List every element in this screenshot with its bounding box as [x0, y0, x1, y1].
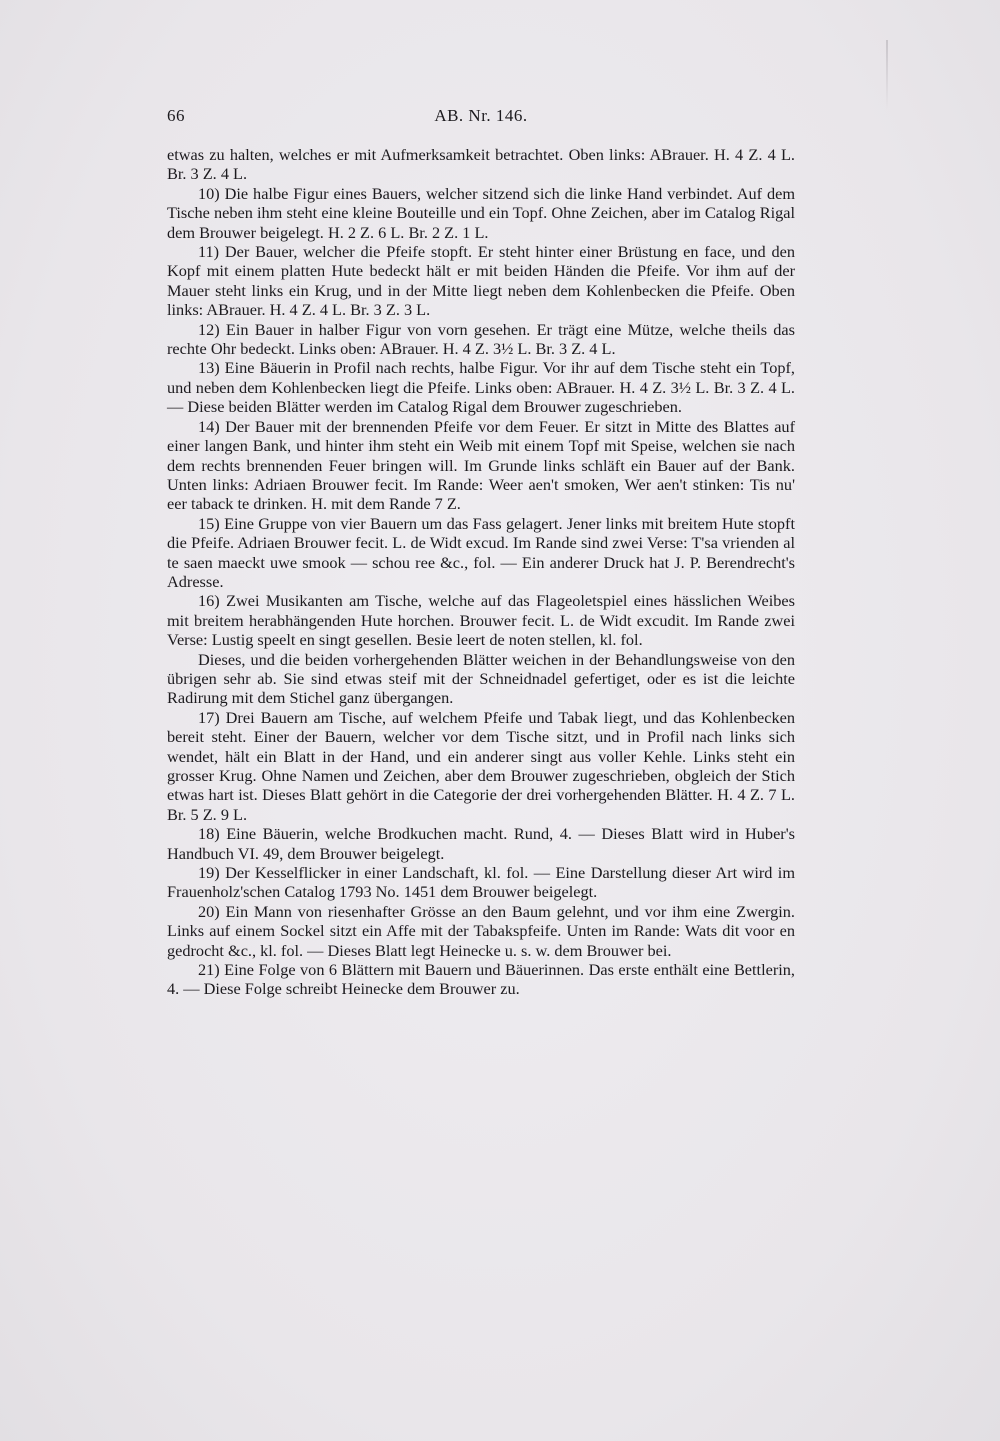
catalog-entry-13: 13) Eine Bäuerin in Profil nach rechts, halbe Figur. Vor ihr auf dem Tische steht ein Topf, und neben dem Kohlenbecken liegt die Pfeife. Links oben: ABrauer. H. 4 Z. 3½ L. Br. 3 Z. 4 L. — Diese beiden Blätter werden im Catalog Rigal dem Brouwer zugeschrieben.: [167, 358, 795, 417]
catalog-entry-12: 12) Ein Bauer in halber Figur von vorn gesehen. Er trägt eine Mütze, welche theils das rechte Ohr bedeckt. Links oben: ABrauer. H. 4 Z. 3½ L. Br. 3 Z. 4 L.: [167, 319, 795, 359]
catalog-entry-21: 21) Eine Folge von 6 Blättern mit Bauern und Bäuerinnen. Das erste enthält eine Bettlerin, 4. — Diese Folge schreibt Heinecke dem Brouwer zu.: [167, 960, 795, 999]
catalog-entry-10: 10) Die halbe Figur eines Bauers, welcher sitzend sich die linke Hand verbindet. Auf dem Tische neben ihm steht eine kleine Bouteille und ein Topf. Ohne Zeichen, aber im Catalog Rigal dem Brouwer beigelegt. H. 2 Z. 6 L. Br. 2 Z. 1 L.: [167, 183, 795, 242]
catalog-entry-19: 19) Der Kesselflicker in einer Landschaft, kl. fol. — Eine Darstellung dieser Art wird im Frauenholz'schen Catalog 1793 No. 1451 dem Brouwer beigelegt.: [167, 863, 795, 902]
commentary-paragraph: Dieses, und die beiden vorhergehenden Blätter weichen in der Behandlungsweise von den übrigen sehr ab. Sie sind etwas steif mit der Schneidnadel gefertiget, oder es ist die leichte Radirung mit dem Stichel ganz übergangen.: [167, 649, 795, 708]
catalog-entry-17: 17) Drei Bauern am Tische, auf welchem Pfeife und Tabak liegt, und das Kohlenbecken bereit steht. Einer der Bauern, welcher vor dem Tische sitzt, und in Profil nach links sich wendet, hält ein Blatt in der Hand, und ein anderer singt aus voller Kehle. Links steht ein grosser Krug. Ohne Namen und Zeichen, aber dem Brouwer zugeschrieben, obgleich der Stich etwas hart ist. Dieses Blatt gehört in die Categorie der drei vorhergehenden Blätter. H. 4 Z. 7 L. Br. 5 Z. 9 L.: [167, 707, 795, 824]
catalog-entry-11: 11) Der Bauer, welcher die Pfeife stopft. Er steht hinter einer Brüstung en face, und den Kopf mit einem platten Hute bedeckt hält er mit beiden Händen die Pfeife. Vor ihm auf der Mauer steht links ein Krug, und in der Mitte liegt neben dem Kohlenbecken die Pfeife. Oben links: ABrauer. H. 4 Z. 4 L. Br. 3 Z. 3 L.: [167, 242, 795, 320]
paragraph-continued: etwas zu halten, welches er mit Aufmerksamkeit betrachtet. Oben links: ABrauer. H. 4 Z. 4 L. Br. 3 Z. 4 L.: [167, 145, 795, 184]
catalog-entry-18: 18) Eine Bäuerin, welche Brodkuchen macht. Rund, 4. — Dieses Blatt wird in Huber's Handbuch VI. 49, dem Brouwer beigelegt.: [167, 824, 795, 863]
catalog-entry-15: 15) Eine Gruppe von vier Bauern um das Fass gelagert. Jener links mit breitem Hute stopft die Pfeife. Adriaen Brouwer fecit. L. de Widt excud. Im Rande sind zwei Verse: T'sa vrienden al te saen maeckt uwe smook — schou ree &c., fol. — Ein anderer Druck hat J. P. Berendrecht's Adresse.: [167, 513, 795, 591]
catalog-entry-14: 14) Der Bauer mit der brennenden Pfeife vor dem Feuer. Er sitzt in Mitte des Blattes auf einer langen Bank, und hinter ihm steht ein Weib mit einem Topf mit Speise, welchen sie nach dem rechts brennenden Feuer bringen will. Im Grunde links schläft ein Bauer auf der Bank. Unten links: Adriaen Brouwer fecit. Im Rande: Weer aen't smoken, Wer aen't stinken: Tis nu' eer taback te drinken. H. mit dem Rande 7 Z.: [167, 416, 795, 514]
catalog-entry-20: 20) Ein Mann von riesenhafter Grösse an den Baum gelehnt, und vor ihm eine Zwergin. Links auf einem Sockel sitzt ein Affe mit der Tabakspfeife. Unten im Rande: Wats dit voor en gedrocht &c., kl. fol. — Dieses Blatt legt Heinecke u. s. w. dem Brouwer bei.: [167, 901, 795, 960]
running-header: [167, 106, 795, 132]
page-body: [167, 145, 795, 999]
page-edge-shadow: [886, 40, 888, 110]
page-number: 66: [167, 106, 185, 125]
catalog-entry-16: 16) Zwei Musikanten am Tische, welche auf das Flageoletspiel eines hässlichen Weibes mit breitem herabhängenden Hute horchen. Brouwer fecit. L. de Widt excudit. Im Rande zwei Verse: Lustig speelt en singt gesellen. Besie leert de noten stellen, kl. fol.: [167, 591, 795, 650]
running-title: AB. Nr. 146.: [434, 106, 528, 125]
